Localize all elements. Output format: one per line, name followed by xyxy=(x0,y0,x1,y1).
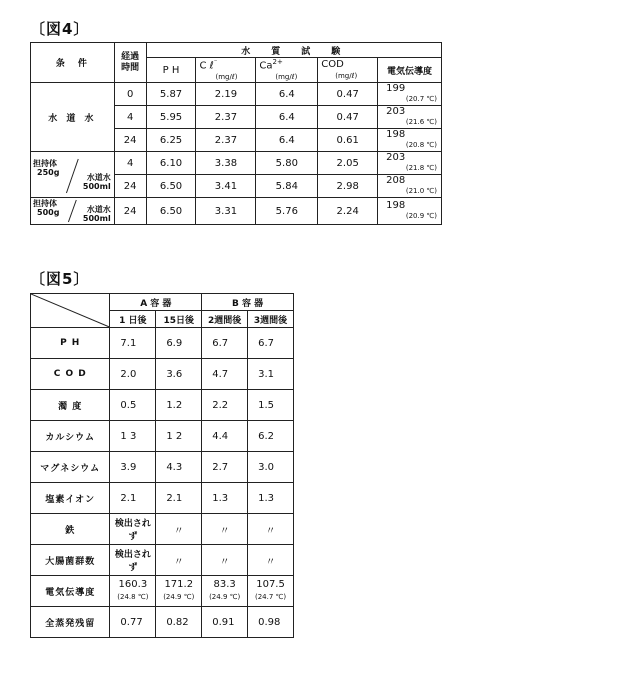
group-carrier-250g: 担持体 250g 水道水 500ml xyxy=(31,152,115,198)
table-row: 24 6.50 3.41 5.84 2.98 208 (21.0 ℃) xyxy=(31,175,442,198)
condition-header: 条 件 xyxy=(31,43,115,83)
fig4-table xyxy=(30,42,442,225)
table-row: 塩素イオン 2.1 2.1 1.3 1.3 xyxy=(31,483,294,514)
ca-header: $Ca^{2+}$ (mg/ℓ) xyxy=(256,58,318,83)
fig5-title: 〔図5〕 xyxy=(30,270,90,288)
group-carrier-500g: 担持体 500g 水道水 500ml xyxy=(31,198,115,225)
table-row: 大腸菌群数 検出されず 〃 〃 〃 xyxy=(31,545,294,576)
table-row: 水 道 水 0 5.87 2.19 6.4 0.47 199 (20.7 ℃) xyxy=(31,83,442,106)
group-tap-water: 水 道 水 xyxy=(31,83,115,152)
col-a2: 15日後 xyxy=(156,311,202,328)
table-row: 電気伝導度 160.3 (24.8 ℃) 171.2 (24.9 ℃) 83.3 (24.9 ℃) 107.5 (24.7 ℃) xyxy=(31,576,294,607)
table-row: 4 5.95 2.37 6.4 0.47 203 (21.6 ℃) xyxy=(31,106,442,129)
ph-header: P H xyxy=(146,58,196,83)
table-row: カルシウム 1 3 1 2 4.4 6.2 xyxy=(31,421,294,452)
fig5-table xyxy=(30,293,294,638)
table-row: 担持体 250g 水道水 500ml 4 6.10 3.38 5.80 2.05 203 (21.8 ℃) xyxy=(31,152,442,175)
col-a1: 1 日後 xyxy=(110,311,156,328)
water-quality-header: 水 質 試 験 xyxy=(146,43,441,58)
table-row: 24 6.25 2.37 6.4 0.61 198 (20.8 ℃) xyxy=(31,129,442,152)
col-b2: 3週間後 xyxy=(248,311,294,328)
col-b1: 2週間後 xyxy=(202,311,248,328)
table-row: C O D 2.0 3.6 4.7 3.1 xyxy=(31,359,294,390)
table-row: 濁 度 0.5 1.2 2.2 1.5 xyxy=(31,390,294,421)
cod-header: COD (mg/ℓ) xyxy=(318,58,378,83)
ec-header: 電気伝導度 xyxy=(378,58,442,83)
table-row: 担持体 500g 水道水 500ml 24 6.50 3.31 5.76 2.24 198 (20.9 ℃) xyxy=(31,198,442,225)
time-header: 経過 時間 xyxy=(114,43,146,83)
container-b-header: B 容 器 xyxy=(202,294,294,311)
table-row: 全蒸発残留 0.77 0.82 0.91 0.98 xyxy=(31,607,294,638)
table-row: 鉄 検出されず 〃 〃 〃 xyxy=(31,514,294,545)
table-row: マグネシウム 3.9 4.3 2.7 3.0 xyxy=(31,452,294,483)
cl-header: C ℓ⁻ (mg/ℓ) xyxy=(196,58,256,83)
container-a-header: A 容 器 xyxy=(110,294,202,311)
table-row: P H 7.1 6.9 6.7 6.7 xyxy=(31,328,294,359)
corner-cell xyxy=(31,294,110,328)
fig4-title: 〔図4〕 xyxy=(30,20,90,38)
